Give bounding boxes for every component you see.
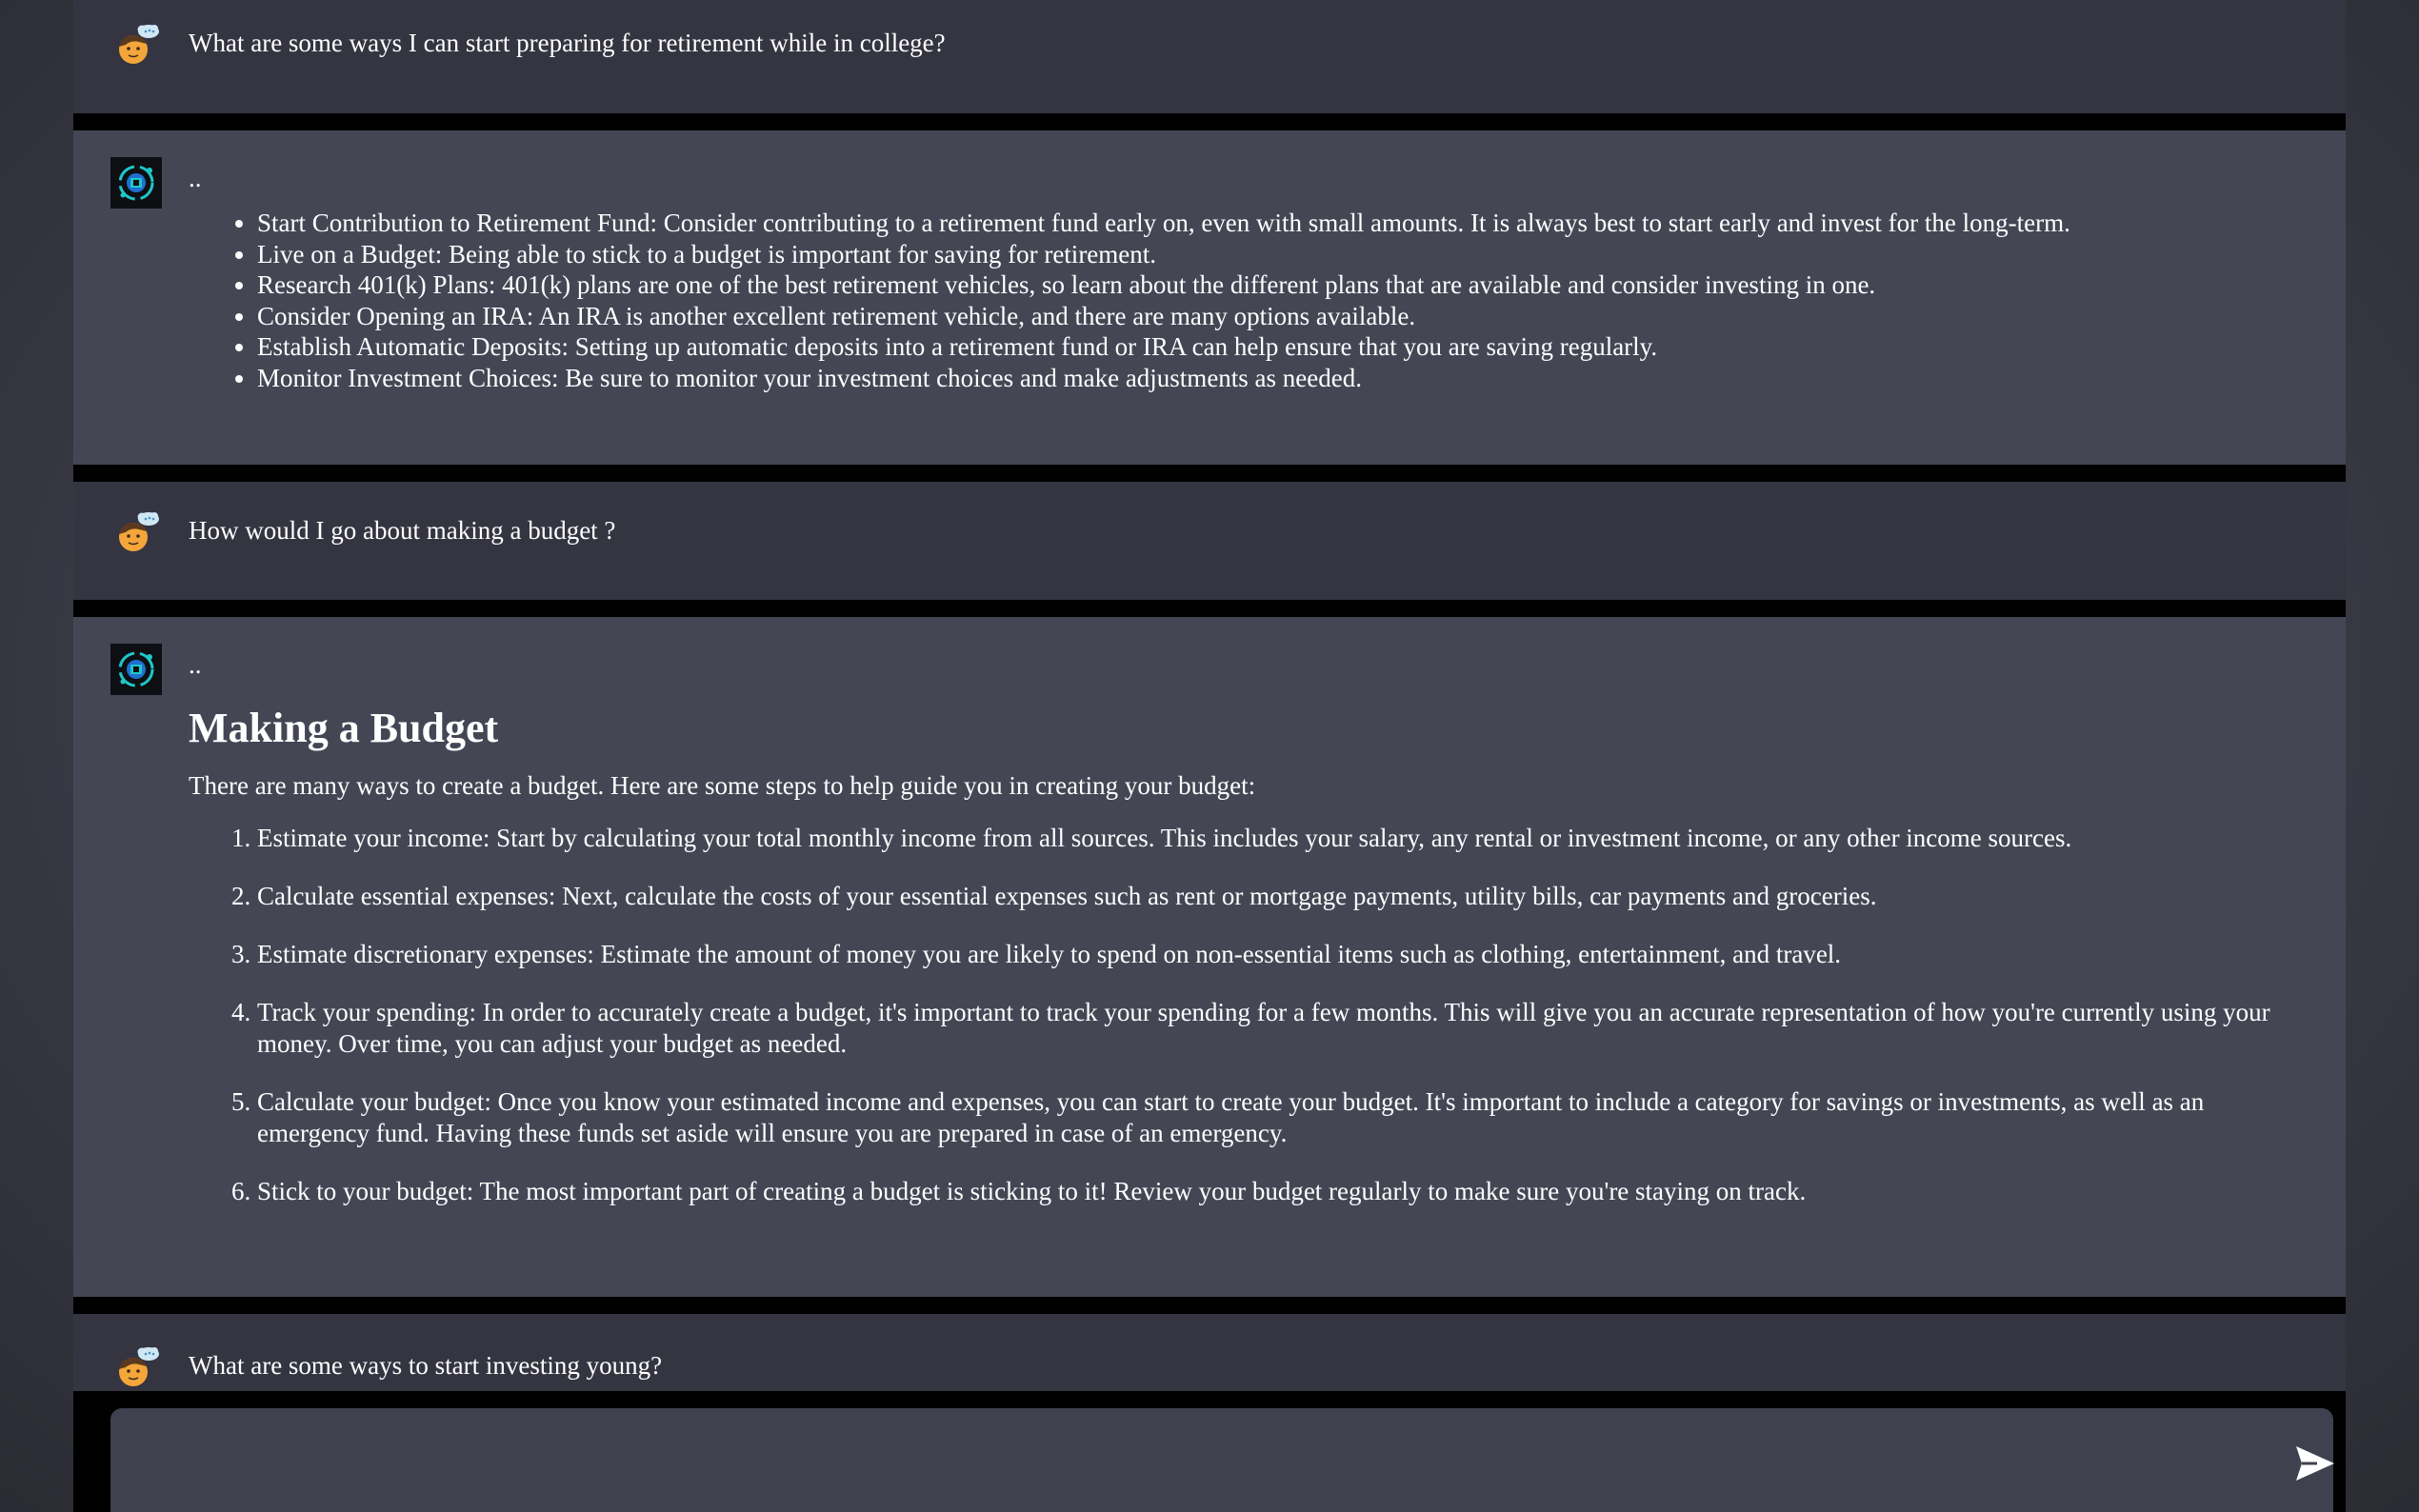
user-avatar-icon <box>110 507 162 558</box>
user-message <box>73 482 2346 600</box>
message-prefix: .. <box>189 650 202 679</box>
message-body <box>189 163 2298 393</box>
budget-steps-list <box>189 823 2298 1207</box>
message-input[interactable] <box>130 1427 2229 1488</box>
list-item: • Live on a Budget: Being able to stick to a budget is important for saving for retirement. <box>257 239 2298 270</box>
message-input-box <box>110 1408 2333 1512</box>
chat-window <box>73 0 2346 1512</box>
message-text <box>189 515 2298 547</box>
assistant-avatar-icon <box>110 157 162 209</box>
response-heading: Making a Budget <box>189 705 499 751</box>
composer-area <box>73 1391 2346 1512</box>
list-item: • Monitor Investment Choices: Be sure to monitor your investment choices and make adjustments as needed. <box>257 363 2298 394</box>
assistant-avatar-icon <box>110 644 162 695</box>
list-item: • Start Contribution to Retirement Fund: Consider contributing to a retirement fund early on, even with small amounts. It is always best to start early and invest for the long-term. <box>257 208 2298 239</box>
assistant-message <box>73 130 2346 465</box>
assistant-message <box>73 617 2346 1297</box>
message-body <box>189 649 2298 1207</box>
response-intro: There are many ways to create a budget. Here are some steps to help guide you in creating your budget: <box>189 771 1256 800</box>
user-avatar-icon <box>110 19 162 70</box>
list-item: 6. Stick to your budget: The most important part of creating a budget is sticking to it! Review your budget regularly to make sure you're staying on track. <box>257 1176 2298 1207</box>
list-item: 4. Track your spending: In order to accurately create a budget, it's important to track your spending for a few months. This will give you an accurate representation of how you're currently using your money. Over time, you can adjust your budget as needed. <box>257 997 2298 1060</box>
message-prefix: .. <box>189 164 202 192</box>
user-avatar-icon <box>110 1342 162 1393</box>
list-item: • Research 401(k) Plans: 401(k) plans are one of the best retirement vehicles, so learn about the different plans that are available and consider investing in one. <box>257 269 2298 301</box>
message-text <box>189 28 2298 59</box>
list-item: • Establish Automatic Deposits: Setting up automatic deposits into a retirement fund or IRA can help ensure that you are saving regularly. <box>257 331 2298 363</box>
user-message-text: How would I go about making a budget ? <box>189 516 616 545</box>
list-item: 1. Estimate your income: Start by calculating your total monthly income from all sources. This includes your salary, any rental or investment income, or any other income sources. <box>257 823 2298 854</box>
list-item: 2. Calculate essential expenses: Next, calculate the costs of your essential expenses such as rent or mortgage payments, utility bills, car payments and groceries. <box>257 881 2298 912</box>
send-button[interactable] <box>2294 1444 2336 1482</box>
send-icon <box>2294 1444 2336 1482</box>
user-message-text: What are some ways to start investing young? <box>189 1351 663 1380</box>
retirement-tips-list <box>189 208 2298 393</box>
user-message <box>73 0 2346 113</box>
message-text <box>189 1350 2298 1382</box>
list-item: 3. Estimate discretionary expenses: Estimate the amount of money you are likely to spend on non-essential items such as clothing, entertainment, and travel. <box>257 939 2298 970</box>
user-message-text: What are some ways I can start preparing for retirement while in college? <box>189 29 946 57</box>
list-item: • Consider Opening an IRA: An IRA is another excellent retirement vehicle, and there are many options available. <box>257 301 2298 332</box>
user-message <box>73 1314 2346 1391</box>
list-item: 5. Calculate your budget: Once you know your estimated income and expenses, you can start to create your budget. It's important to include a category for savings or investments, as well as an emergency fund. Having these funds set aside will ensure you are prepared in case of an emergency. <box>257 1086 2298 1149</box>
